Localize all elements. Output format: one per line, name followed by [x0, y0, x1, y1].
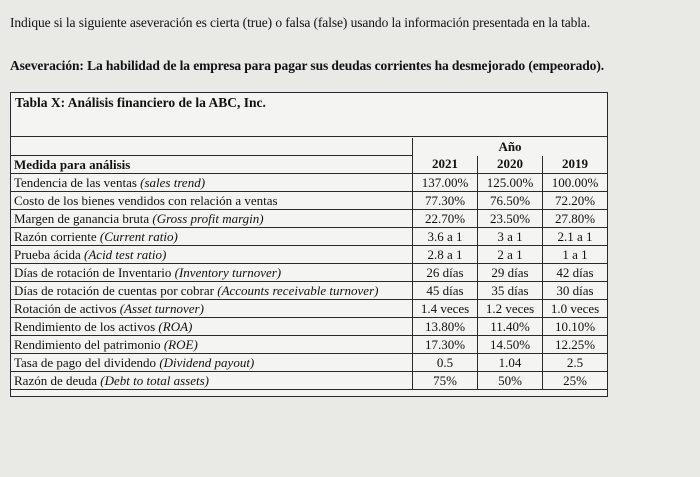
value-cell-2019: 1 a 1 [543, 246, 607, 264]
value-cell-2020: 23.50% [478, 210, 543, 228]
value-cell-2020: 11.40% [478, 318, 543, 336]
measure-label [11, 192, 413, 210]
measure-name: Costo de los bienes vendidos con relación a ventas [14, 192, 278, 208]
value-cell-2020: 3 a 1 [478, 228, 543, 246]
measure-name: Tendencia de las ventas [14, 174, 137, 190]
measure-name: Razón de deuda [14, 372, 98, 388]
value-cell-2019: 1.0 veces [543, 300, 607, 318]
value-cell-2021: 75% [413, 372, 478, 390]
value-cell-2021: 3.6 a 1 [413, 228, 478, 246]
measure-english: (Acid test ratio) [84, 246, 167, 262]
year-group-label: Año [498, 138, 522, 154]
year-group-row [11, 138, 607, 156]
measure-label [11, 336, 413, 354]
value-cell-2021: 26 días [413, 264, 478, 282]
value-cell-2021: 45 días [413, 282, 478, 300]
value-cell-2021: 0.5 [413, 354, 478, 372]
value-cell-2020: 125.00% [478, 174, 543, 192]
value-cell-2020: 76.50% [478, 192, 543, 210]
value-cell-2019: 27.80% [543, 210, 607, 228]
table-row [11, 174, 607, 192]
measure-name: Tasa de pago del dividendo [14, 354, 157, 370]
measure-english: (ROE) [163, 336, 198, 352]
measure-label [11, 318, 413, 336]
table-row [11, 282, 607, 300]
measure-label [11, 282, 413, 300]
table-row [11, 300, 607, 318]
title-divider [11, 136, 607, 137]
value-cell-2021: 77.30% [413, 192, 478, 210]
statement-text: La habilidad de la empresa para pagar sus deudas corrientes ha desmejorado (empeorado). [87, 58, 604, 73]
statement-lead: Aseveración: [10, 58, 84, 73]
measure-label [11, 372, 413, 390]
value-cell-2019: 30 días [543, 282, 607, 300]
measure-name: Prueba ácida [14, 246, 81, 262]
value-cell-2019: 42 días [543, 264, 607, 282]
statement [10, 58, 690, 74]
measure-name: Días de rotación de cuentas por cobrar [14, 282, 214, 298]
measure-english: (Inventory turnover) [174, 264, 282, 280]
table-row [11, 246, 607, 264]
measure-english: (Asset turnover) [119, 300, 204, 316]
question-text: Indique si la siguiente aseveración es cierta (true) o falsa (false) usando la información presentada en la tabla. [10, 15, 591, 30]
blank-cell [11, 138, 413, 156]
table-row [11, 210, 607, 228]
measure-english: (sales trend) [140, 174, 206, 190]
value-cell-2019: 12.25% [543, 336, 607, 354]
value-cell-2021: 137.00% [413, 174, 478, 192]
financial-analysis-table [11, 138, 607, 390]
table-row [11, 228, 607, 246]
measure-english: (Debt to total assets) [100, 372, 209, 388]
table-row [11, 354, 607, 372]
measure-name: Rotación de activos [14, 300, 117, 316]
year-header-2020: 2020 [478, 156, 543, 174]
value-cell-2021: 17.30% [413, 336, 478, 354]
measure-label [11, 354, 413, 372]
measure-label [11, 228, 413, 246]
value-cell-2019: 25% [543, 372, 607, 390]
table-row [11, 336, 607, 354]
value-cell-2021: 22.70% [413, 210, 478, 228]
measure-header: Medida para análisis [11, 156, 413, 174]
value-cell-2020: 2 a 1 [478, 246, 543, 264]
measure-label [11, 246, 413, 264]
measure-name: Razón corriente [14, 228, 97, 244]
value-cell-2020: 35 días [478, 282, 543, 300]
measure-name: Días de rotación de Inventario [14, 264, 172, 280]
measure-english: (Accounts receivable turnover) [217, 282, 379, 298]
year-group-cell [413, 138, 608, 156]
value-cell-2019: 10.10% [543, 318, 607, 336]
header-row [11, 156, 607, 174]
value-cell-2019: 100.00% [543, 174, 607, 192]
measure-name: Rendimiento de los activos [14, 318, 156, 334]
measure-label [11, 300, 413, 318]
table-row [11, 192, 607, 210]
year-header-2021: 2021 [413, 156, 478, 174]
table-row [11, 372, 607, 390]
value-cell-2021: 1.4 veces [413, 300, 478, 318]
measure-english: (Gross profit margin) [152, 210, 264, 226]
value-cell-2020: 50% [478, 372, 543, 390]
measure-label [11, 174, 413, 192]
value-cell-2019: 2.1 a 1 [543, 228, 607, 246]
measure-english: (Current ratio) [99, 228, 178, 244]
value-cell-2020: 1.04 [478, 354, 543, 372]
value-cell-2019: 72.20% [543, 192, 607, 210]
table-row [11, 264, 607, 282]
table-row [11, 318, 607, 336]
measure-label [11, 210, 413, 228]
measure-english: (Dividend payout) [159, 354, 255, 370]
measure-label [11, 264, 413, 282]
table-title: Tabla X: Análisis financiero de la ABC, Inc. [15, 95, 266, 110]
measure-name: Margen de ganancia bruta [14, 210, 150, 226]
value-cell-2019: 2.5 [543, 354, 607, 372]
value-cell-2020: 14.50% [478, 336, 543, 354]
value-cell-2020: 1.2 veces [478, 300, 543, 318]
value-cell-2021: 13.80% [413, 318, 478, 336]
year-header-2019: 2019 [543, 156, 607, 174]
financial-table-box [10, 92, 608, 397]
measure-name: Rendimiento del patrimonio [14, 336, 161, 352]
measure-english: (ROA) [158, 318, 193, 334]
value-cell-2020: 29 días [478, 264, 543, 282]
value-cell-2021: 2.8 a 1 [413, 246, 478, 264]
